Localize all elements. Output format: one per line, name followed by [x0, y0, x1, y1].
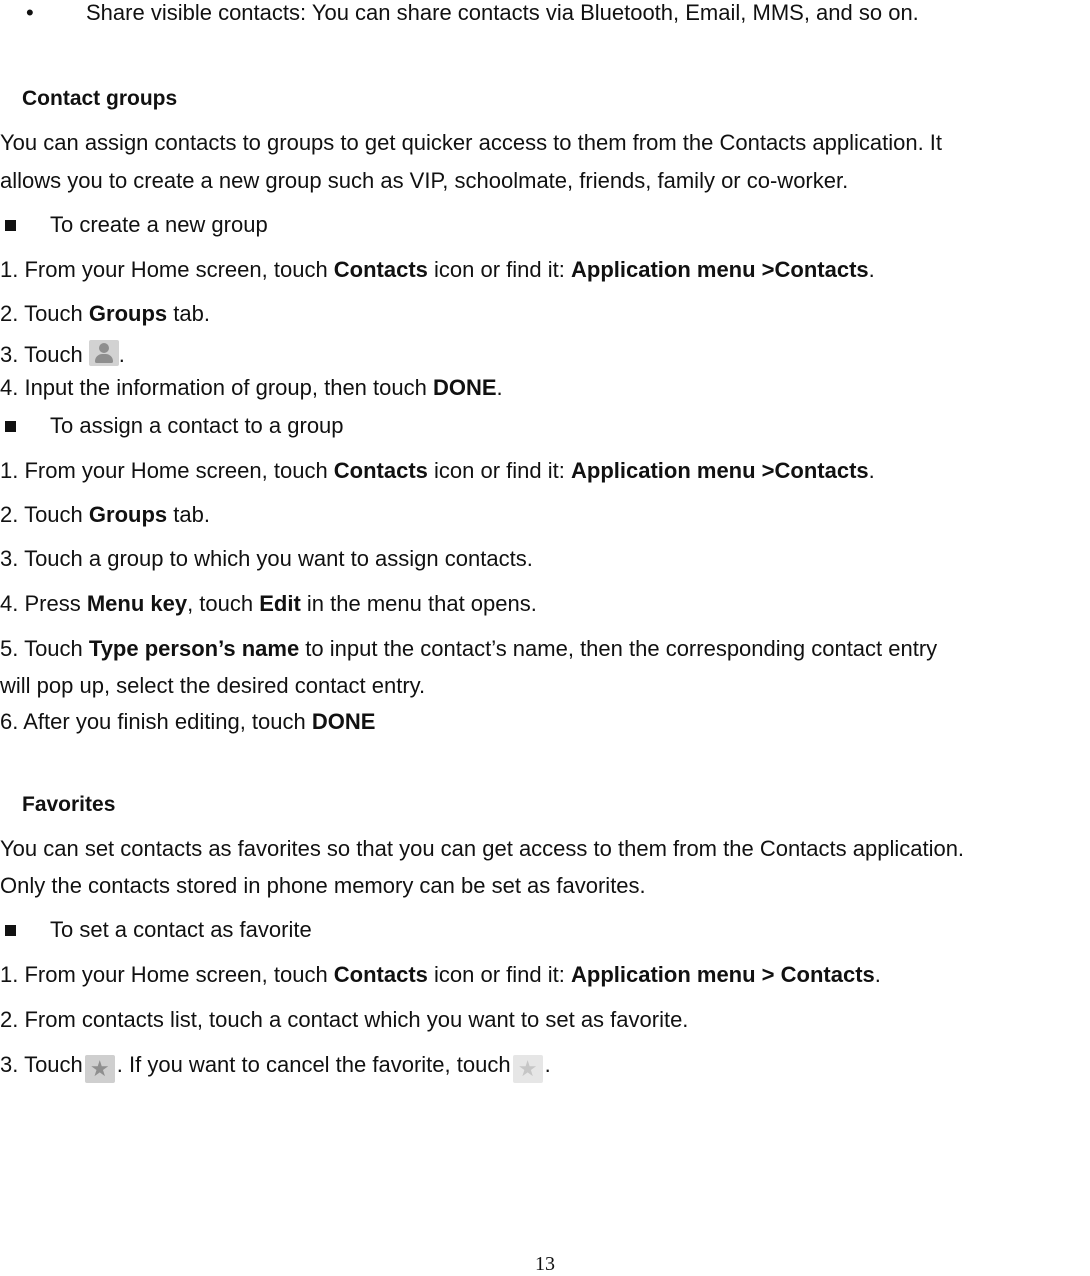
create-group-title: To create a new group [50, 212, 268, 237]
favorite-step-1: 1. From your Home screen, touch Contacts icon or find it: Application menu > Contacts. [0, 962, 881, 987]
square-bullet-icon [5, 421, 16, 432]
square-bullet-icon [5, 925, 16, 936]
contact-groups-intro-line1: You can assign contacts to groups to get quicker access to them from the Contacts application. It [0, 130, 943, 155]
square-bullet-icon [5, 220, 16, 231]
star-icon: ★ [85, 1055, 115, 1083]
star-outline-icon: ★ [513, 1055, 543, 1083]
assign-step-5-cont: will pop up, select the desired contact entry. [0, 673, 426, 698]
page-number: 13 [535, 1253, 555, 1275]
assign-step-4: 4. Press Menu key, touch Edit in the menu that opens. [0, 591, 537, 616]
set-favorite-title: To set a contact as favorite [50, 917, 312, 942]
create-step-3: 3. Touch . [0, 342, 125, 367]
contact-groups-heading: Contact groups [22, 87, 178, 110]
assign-step-1: 1. From your Home screen, touch Contacts icon or find it: Application menu >Contacts. [0, 458, 875, 483]
assign-step-2: 2. Touch Groups tab. [0, 502, 210, 527]
favorites-heading: Favorites [22, 793, 116, 816]
create-step-1: 1. From your Home screen, touch Contacts icon or find it: Application menu >Contacts. [0, 257, 875, 282]
favorite-step-2: 2. From contacts list, touch a contact which you want to set as favorite. [0, 1007, 689, 1032]
assign-step-5: 5. Touch Type person’s name to input the contact’s name, then the corresponding contact entry [0, 636, 938, 661]
share-contacts-text: Share visible contacts: You can share contacts via Bluetooth, Email, MMS, and so on. [86, 0, 919, 25]
group-add-icon [89, 340, 119, 366]
favorites-intro-line1: You can set contacts as favorites so that you can get access to them from the Contacts application. [0, 836, 965, 861]
bullet-marker: • [26, 0, 34, 25]
favorites-intro-line2: Only the contacts stored in phone memory can be set as favorites. [0, 873, 646, 898]
assign-step-6: 6. After you finish editing, touch DONE [0, 709, 376, 734]
assign-step-3: 3. Touch a group to which you want to assign contacts. [0, 546, 533, 571]
favorite-step-3: 3. Touch ★ . If you want to cancel the favorite, touch ★ . [0, 1052, 551, 1081]
contact-groups-intro-line2: allows you to create a new group such as VIP, schoolmate, friends, family or co-worker. [0, 168, 849, 193]
create-step-2: 2. Touch Groups tab. [0, 301, 210, 326]
assign-group-title: To assign a contact to a group [50, 413, 344, 438]
create-step-4: 4. Input the information of group, then touch DONE. [0, 375, 503, 400]
